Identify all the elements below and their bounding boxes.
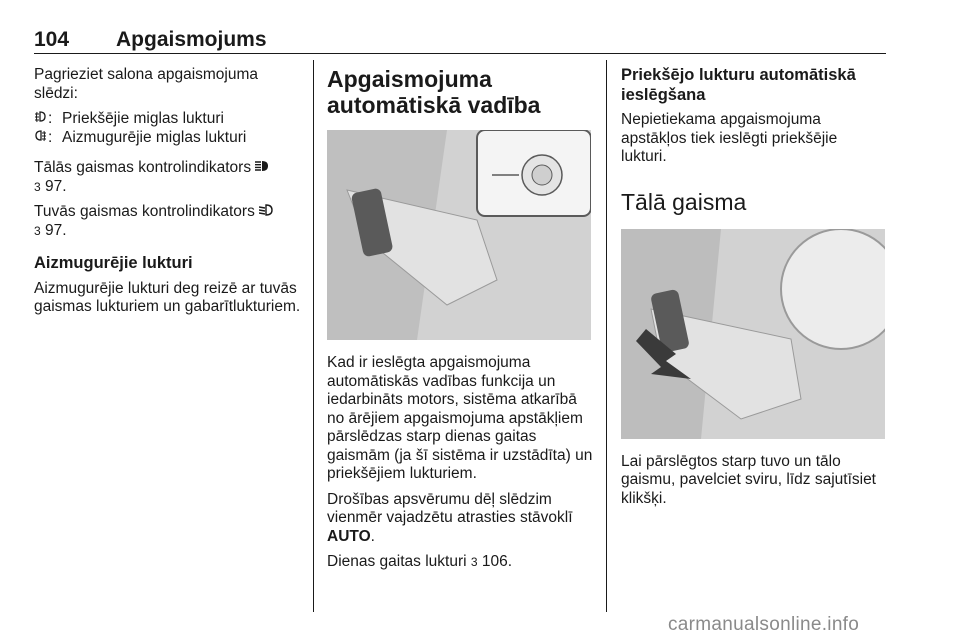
- high-beam-icon: [255, 159, 269, 176]
- auto-headlight-heading: Priekšējo lukturu automātiskā ieslēgšana: [621, 66, 856, 104]
- high-beam-heading: Tālā gaisma: [621, 188, 747, 215]
- low-beam-indicator-text: Tuvās gaismas kontrolindikators 3 97.: [34, 203, 302, 240]
- page-ref[interactable]: 106.: [481, 553, 513, 570]
- column-divider-1: [313, 60, 314, 612]
- front-fog-item: : Priekšējie miglas lukturi: [34, 110, 302, 129]
- page-ref[interactable]: 97.: [45, 177, 67, 195]
- low-beam-icon: [259, 203, 273, 220]
- rear-fog-label: Aizmugurējie miglas lukturi: [62, 128, 247, 146]
- header-divider: [34, 53, 886, 54]
- rear-lights-heading: Aizmugurējie lukturi: [34, 254, 193, 272]
- rear-lights-text: Aizmugurējie lukturi deg reizē ar tuvās gaismas lukturiem un gabarītlukturiem.: [34, 279, 301, 315]
- section-title: Apgaismojums: [116, 28, 267, 51]
- column-middle: [327, 66, 595, 579]
- page-number: 104: [34, 28, 70, 51]
- auto-light-heading: Apgaismojuma automātiskā vadība: [327, 66, 541, 118]
- auto-keyword: AUTO: [327, 527, 371, 545]
- column-divider-2: [606, 60, 607, 612]
- page-ref-arrow: 3: [34, 223, 41, 238]
- page-header: [34, 28, 886, 50]
- intro-text: Pagrieziet salona apgaismojuma slēdzi:: [34, 66, 259, 102]
- rear-fog-item: : Aizmugurējie miglas lukturi: [34, 129, 302, 148]
- column-left: [34, 66, 302, 324]
- front-fog-label: Priekšējie miglas lukturi: [62, 110, 224, 127]
- front-fog-light-icon: [34, 110, 48, 129]
- drl-reference: Dienas gaitas lukturi 3 106.: [327, 553, 513, 570]
- high-beam-lever-illustration: [621, 229, 885, 439]
- high-beam-indicator-text: Tālās gaismas kontrolindikators 3 97.: [34, 159, 302, 196]
- watermark: carmanualsonline.info: [668, 614, 860, 635]
- page-ref[interactable]: 97.: [45, 221, 67, 239]
- rear-fog-light-icon: [34, 129, 48, 148]
- high-beam-text: Lai pārslēgtos starp tuvo un tālo gaismu, pavelciet sviru, līdz sajutīsiet klikšķi.: [621, 452, 876, 507]
- light-switch-illustration: [327, 130, 591, 340]
- auto-headlight-text: Nepietiekama apgaismojuma apstākļos tiek ieslēgti priekšējie lukturi.: [621, 111, 838, 165]
- column-right: [621, 66, 887, 515]
- page-ref-arrow: 3: [470, 555, 478, 569]
- page-ref-arrow: 3: [34, 179, 41, 194]
- safety-paragraph: Drošības apsvērumu dēļ slēdzim vienmēr vajadzētu atrasties stāvoklī AUTO.: [327, 490, 573, 545]
- auto-light-paragraph: Kad ir ieslēgta apgaismojuma automātiskās vadības funkcija un iedarbināts motors, sistēma atkarībā no ārējiem apgaismojuma apstākļiem pārslēdzas starp dienas gaitas gaismām (ja šī sistēma ir uzstādīta) un priekšējiem lukturiem.: [327, 354, 593, 482]
